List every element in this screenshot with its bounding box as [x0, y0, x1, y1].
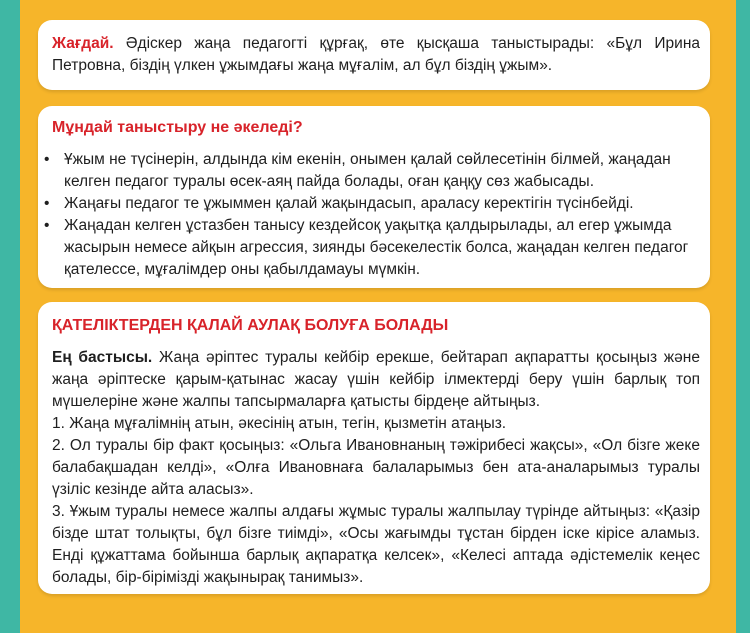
situation-label: Жағдай.	[52, 35, 114, 52]
bullet-icon: •	[44, 195, 50, 212]
advice-item-1: 1. Жаңа мұғалімнің атын, әкесінің атын, тегін, қызметін атаңыз.	[52, 415, 507, 432]
advice-body	[52, 347, 700, 589]
bullet-icon: •	[44, 217, 50, 234]
right-teal-stripe	[736, 0, 750, 633]
list-item	[26, 193, 702, 215]
list-item	[26, 215, 702, 281]
list-item	[26, 149, 702, 193]
bullet-icon: •	[44, 151, 50, 168]
consequences-heading: Мұндай таныстыру не әкеледі?	[52, 119, 303, 136]
advice-item-3: 3. Ұжым туралы немесе жалпы алдағы жұмыс туралы жалпылау түрінде айтыңыз: «Қазір бізде штат толықты, бұл бізге тиімді», «Осы жағымды тұстан бірден іске кірісе аламыз. Енді құжаттама бойынша барлық ақпаратқа келсек», «Келесі аптада әдістемелік кеңес болады, бір-бірімізді жақынырақ танимыз».	[52, 503, 700, 586]
advice-card	[38, 302, 710, 594]
list-item-text: Жаңадан келген ұстазбен танысу кездейсоқ уақытқа қалдырылады, ал егер ұжымда жасырын немесе айқын агрессия, зиянды бәсекелестік болса, жаңадан келген педагог қателессе, мұғалімдер оны қабылдамауы мүмкін.	[64, 217, 689, 278]
consequences-list	[26, 149, 702, 281]
advice-item-2: 2. Ол туралы бір факт қосыңыз: «Ольга Ивановнаның тәжірибесі жақсы», «Ол бізге жеке балабақшадан келді», «Олға Ивановнаға балаларымыз бен ата-аналарымыз туралы үзіліс кезінде айта аласыз».	[52, 437, 700, 498]
advice-lead	[52, 347, 700, 413]
advice-lead-label: Ең бастысы.	[52, 349, 153, 366]
consequences-card	[38, 106, 710, 288]
list-item-text: Ұжым не түсінерін, алдында кім екенін, онымен қалай сөйлесетінін білмей, жаңадан келген педагог туралы өсек-аяң пайда болады, оған қаңқу сөз жабысады.	[64, 151, 671, 190]
situation-text	[52, 33, 700, 77]
list-item-text: Жаңағы педагог те ұжыммен қалай жақындасып, араласу керектігін түсінбейді.	[64, 195, 634, 212]
advice-lead-text: Жаңа әріптес туралы кейбір ерекше, бейтарап ақпаратты қосыңыз және жаңа әріптеске қарым-қатынас жасау үшін кейбір ілмектерді беру үшін барлық топ мүшелеріне және жалпы тапсырмаларға қатысты бірдеңе айтыңыз.	[52, 349, 700, 410]
situation-body: Әдіскер жаңа педагогті құрғақ, өте қысқаша таныстырады: «Бұл Ирина Петровна, біздің үлкен ұжымдағы жаңа мұғалім, ал бұл біздің ұжым».	[52, 35, 700, 74]
left-teal-stripe	[0, 0, 20, 633]
advice-heading: ҚАТЕЛІКТЕРДЕН ҚАЛАЙ АУЛАҚ БОЛУҒА БОЛАДЫ	[52, 317, 449, 334]
situation-card	[38, 20, 710, 90]
